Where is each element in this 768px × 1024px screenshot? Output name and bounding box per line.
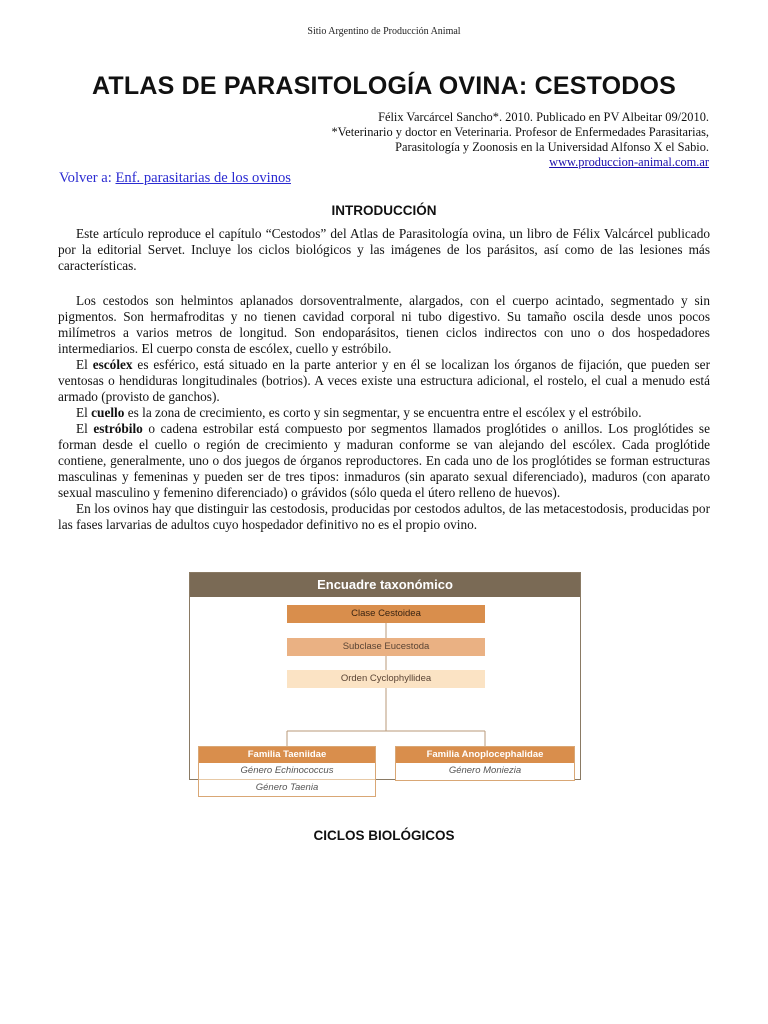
family-taeniidae	[198, 746, 376, 797]
heading-ciclos-biologicos: CICLOS BIOLÓGICOS	[313, 828, 455, 843]
p5-rest: o cadena estrobilar está compuesto por segmentos llamados proglótides o anillos. Los proglótides se forman desde el cuello o región de crecimiento y maduran conforme se van alejando del escólex. Cada proglótide contiene, generalmente, uno o dos juegos de órganos reproductores. En cada uno de los proglótides se forman estructuras masculinas y femeninas y pueden ser de tres tipos: inmaduros (sin aparato sexual diferenciado), maduros (con aparato sexual masculino y femenino diferenciado) o grávidos (sólo queda el útero relleno de huevos).	[58, 421, 710, 500]
paragraph-1: Este artículo reproduce el capítulo “Cestodos” del Atlas de Parasitología ovina, un libro de Félix Valcárcel publicado por la editorial Servet. Incluye los ciclos biológicos y las imágenes de los parásitos, así como de las lesiones más características.	[58, 226, 710, 273]
family-name: Familia Taeniidae	[199, 747, 375, 763]
back-navigation	[59, 170, 291, 187]
term-escolex: escólex	[92, 357, 133, 372]
heading-introduccion: INTRODUCCIÓN	[331, 203, 437, 218]
genus-word: Género	[448, 765, 481, 776]
byline-line-3: Parasitología y Zoonosis en la Universidad Alfonso X el Sabio.	[395, 140, 709, 154]
genus-echinococcus	[199, 763, 375, 780]
p3-lead: El	[76, 357, 88, 372]
genus-name: Moniezia	[483, 765, 522, 776]
taxonomy-figure	[189, 572, 581, 793]
taxonomy-tree	[190, 597, 580, 793]
author-byline	[249, 110, 709, 170]
byline-line-2: *Veterinario y doctor en Veterinaria. Profesor de Enfermedades Parasitarias,	[331, 125, 709, 139]
genus-moniezia	[396, 763, 574, 779]
term-estrobilo: estróbilo	[93, 421, 143, 436]
paragraph-estrobilo	[58, 421, 710, 501]
genus-taenia	[199, 780, 375, 796]
genus-name: Taenia	[290, 782, 319, 793]
p5-lead: El	[76, 421, 88, 436]
family-name: Familia Anoplocephalidae	[396, 747, 574, 763]
paragraph-cuello	[58, 405, 710, 421]
family-anoplocephalidae	[395, 746, 575, 781]
paragraph-escolex	[58, 357, 710, 405]
figure-title: Encuadre taxonómico	[190, 573, 580, 597]
site-header: Sitio Argentino de Producción Animal	[307, 26, 461, 37]
p3-rest: es esférico, está situado en la parte anterior y en él se localizan los órganos de fijación, que pueden ser ventosas o hendiduras longitudinales (botrios). A veces existe una estructura adicional, el rostelo, el cual a menudo está armado (provisto de ganchos).	[58, 357, 711, 404]
p4-rest: es la zona de crecimiento, es corto y sin segmentar, y se encuentra entre el escólex y el estróbilo.	[127, 405, 642, 420]
p4-lead: El	[76, 405, 88, 420]
document-title: ATLAS DE PARASITOLOGÍA OVINA: CESTODOS	[91, 72, 677, 100]
genus-word: Género	[240, 765, 273, 776]
body-text	[58, 293, 710, 533]
back-link[interactable]: Enf. parasitarias de los ovinos	[115, 170, 291, 186]
taxon-clase: Clase Cestoidea	[287, 605, 485, 623]
term-cuello: cuello	[91, 405, 125, 420]
intro-text	[58, 226, 710, 274]
genus-name: Echinococcus	[274, 765, 334, 776]
paragraph-2: Los cestodos son helmintos aplanados dorsoventralmente, alargados, con el cuerpo acintado, segmentado y sin pigmentos. Son hermafroditas y no tienen cavidad corporal ni tubo digestivo. Su tamaño oscila desde unos pocos milímetros a varios metros de longitud. Son endoparásitos, tienen ciclos indirectos con uno o dos hospedadores intermediarios. El cuerpo consta de escólex, cuello y estróbilo.	[58, 293, 710, 356]
taxon-orden: Orden Cyclophyllidea	[287, 670, 485, 688]
site-url-link[interactable]: www.produccion-animal.com.ar	[549, 155, 709, 169]
taxon-subclase: Subclase Eucestoda	[287, 638, 485, 656]
byline-line-1: Félix Varcárcel Sancho*. 2010. Publicado en PV Albeitar 09/2010.	[378, 110, 709, 124]
genus-word: Género	[255, 782, 288, 793]
back-prefix: Volver a:	[59, 170, 112, 186]
paragraph-ovinos: En los ovinos hay que distinguir las cestodosis, producidas por cestodos adultos, de las metacestodosis, producidas por las fases larvarias de adultos cuyo hospedador definitivo no es el propio ovino.	[58, 501, 710, 532]
